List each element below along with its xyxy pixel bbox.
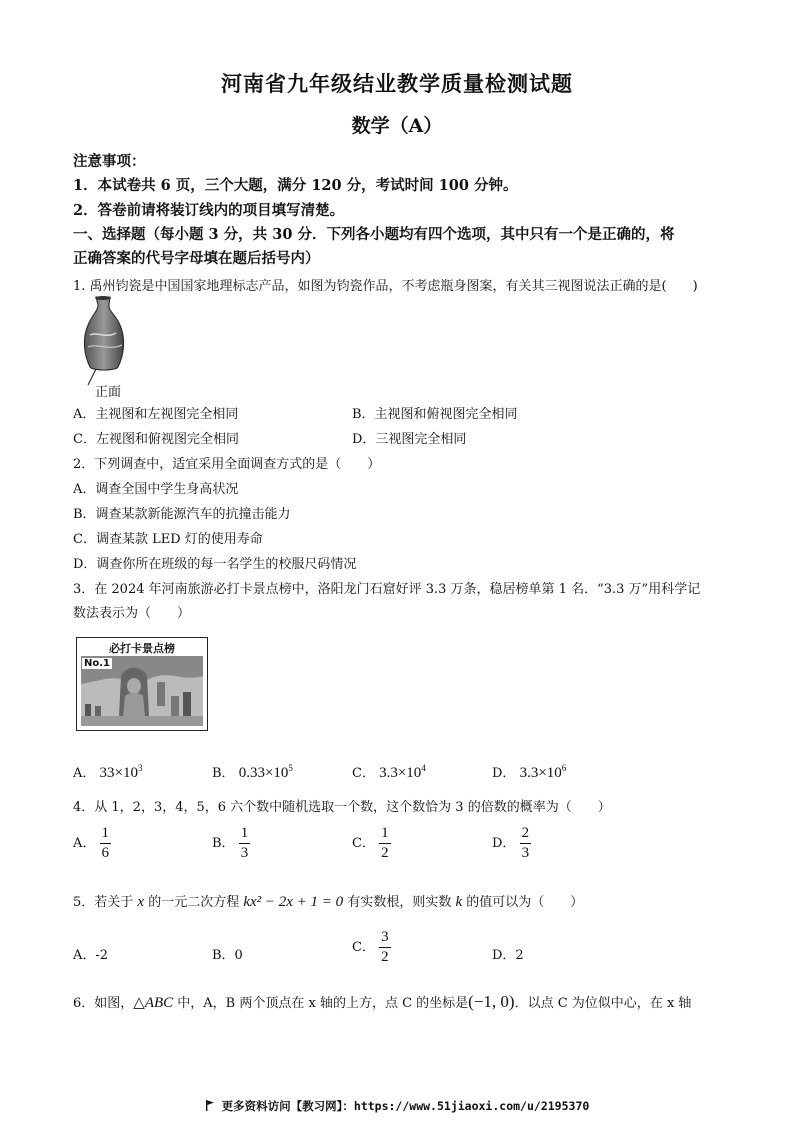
ranking-badge: No.1: [84, 658, 110, 669]
q5-stem-d: 的值可以为（ ）: [462, 895, 584, 910]
q4-option-c-den: 2: [381, 845, 389, 861]
vase-figure: [76, 295, 156, 395]
notice-item-1: 1．本试卷共 6 页，三个大题，满分 120 分，考试时间 100 分钟。: [73, 177, 518, 194]
q1-stem: 1. 禹州钧瓷是中国国家地理标志产品，如图为钧瓷作品，不考虑瓶身图案，有关其三视图说法正确的是( ): [73, 279, 698, 294]
q2-option-b[interactable]: B．调查某款新能源汽车的抗撞击能力: [73, 507, 291, 522]
q5-option-c-num: 3: [379, 930, 391, 948]
q4-option-a-num: 1: [100, 826, 112, 844]
q4-option-b[interactable]: [212, 826, 250, 861]
q5-var-k: k: [455, 894, 463, 910]
q4-option-b-num: 1: [239, 826, 251, 844]
q6-stem-b: 中，A，B 两个顶点在 x 轴的上方，点 C 的坐标是: [173, 996, 469, 1011]
q4-option-d-num: 2: [520, 826, 532, 844]
page-title: 河南省九年级结业教学质量检测试题: [221, 71, 573, 96]
q3-option-d-base: 3.3×10: [519, 765, 562, 781]
q3-option-c[interactable]: [352, 762, 426, 782]
q5-option-c-fraction: [379, 930, 391, 965]
q5-option-c-label: C．: [352, 940, 375, 955]
q1-option-b[interactable]: B．主视图和俯视图完全相同: [352, 407, 518, 422]
q3-option-a-value: [100, 765, 143, 781]
q5-option-c[interactable]: [352, 930, 391, 965]
q3-option-d-exp: 6: [561, 763, 567, 773]
q5-option-c-den: 2: [381, 949, 389, 965]
q4-option-b-label: B．: [212, 836, 235, 851]
q4-option-b-den: 3: [240, 845, 249, 861]
q6-stem-c: ．以点 C 为位似中心，在 x 轴: [514, 996, 692, 1011]
q3-option-a-label: A．: [73, 766, 96, 781]
q5-var-x: x: [137, 894, 145, 910]
section-heading-line2: 正确答案的代号字母填在题后括号内）: [73, 250, 320, 267]
q1-option-d[interactable]: D．三视图完全相同: [352, 432, 467, 447]
q4-option-d-den: 3: [521, 845, 530, 861]
q6-triangle: △ABC: [133, 995, 174, 1011]
q3-option-d-value: [520, 765, 567, 781]
q6-stem: [73, 992, 691, 1012]
q5-option-d[interactable]: D．2: [492, 948, 524, 963]
q3-option-a[interactable]: [73, 762, 143, 782]
q4-stem: 4．从 1，2，3，4，5，6 六个数中随机选取一个数，这个数恰为 3 的倍数的概率为（ ）: [73, 800, 611, 815]
q3-option-d-label: D．: [492, 766, 516, 781]
q3-stem-line2: 数法表示为（ ）: [73, 606, 191, 621]
q4-option-c-label: C．: [352, 836, 375, 851]
q6-coord: (−1, 0): [468, 992, 515, 1011]
q5-option-a[interactable]: A．-2: [73, 948, 109, 963]
q6-stem-a: 6．如图，: [73, 996, 134, 1011]
footer[interactable]: [0, 1098, 794, 1114]
q3-stem-line1: 3．在 2024 年河南旅游必打卡景点榜中，洛阳龙门石窟好评 3.3 万条，稳居榜单第 1 名．“3.3 万”用科学记: [73, 582, 701, 597]
q3-option-a-base: 33×10: [99, 765, 138, 781]
q3-option-b-exp: 5: [288, 763, 293, 773]
page-subtitle: 数学（A）: [351, 115, 443, 137]
q4-option-a-den: 6: [101, 845, 110, 861]
q4-option-d-label: D．: [492, 836, 516, 851]
q5-stem-a: 5．若关于: [73, 895, 138, 910]
flag-icon: [205, 1100, 215, 1114]
q3-option-c-base: 3.3×10: [379, 765, 422, 781]
q3-option-b-label: B．: [212, 766, 235, 781]
footer-link-text[interactable]: 更多资料访问【教习网】：https://www.51jiaoxi.com/u/2195370: [221, 1099, 590, 1113]
q1-option-c[interactable]: C．左视图和俯视图完全相同: [73, 432, 239, 447]
q4-option-c[interactable]: [352, 826, 391, 861]
section-heading-line1: 一、选择题（每小题 3 分，共 30 分．下列各小题均有四个选项，其中只有一个是正确的，将: [73, 226, 675, 243]
q4-option-a-label: A．: [73, 836, 96, 851]
q2-option-d[interactable]: D．调查你所在班级的每一名学生的校服尺码情况: [73, 557, 357, 572]
q5-stem: [73, 891, 583, 911]
q5-equation: kx² − 2x + 1 = 0: [243, 894, 344, 910]
q3-option-a-exp: 3: [138, 763, 143, 773]
q3-option-b-base: 0.33×10: [238, 765, 289, 781]
q4-option-c-fraction: [379, 826, 391, 861]
q2-option-a[interactable]: A．调查全国中学生身高状况: [73, 482, 239, 497]
q3-option-d[interactable]: [492, 762, 566, 782]
q4-option-a[interactable]: [73, 826, 111, 861]
q3-option-c-label: C．: [352, 766, 375, 781]
q4-option-b-fraction: [239, 826, 251, 861]
q5-option-b[interactable]: B．0: [212, 948, 243, 963]
vase-image: [76, 295, 156, 395]
q5-stem-c: 有实数根，则实数: [343, 895, 456, 910]
q2-stem: 2．下列调查中，适宜采用全面调查方式的是（ ）: [73, 457, 381, 472]
q3-option-c-value: [379, 765, 426, 781]
q1-option-a[interactable]: A．主视图和左视图完全相同: [73, 407, 239, 422]
q4-option-a-fraction: [100, 826, 112, 861]
q5-stem-b: 的一元二次方程: [144, 895, 244, 910]
q3-option-b[interactable]: [212, 762, 293, 782]
ranking-figure-title: 必打卡景点榜: [109, 642, 175, 655]
q1-figure-label: 正面: [95, 385, 122, 400]
q4-option-d-fraction: [520, 826, 532, 861]
q3-option-c-exp: 4: [421, 763, 426, 773]
q2-option-c[interactable]: C．调查某款 LED 灯的使用寿命: [73, 532, 263, 547]
notice-heading: 注意事项：: [73, 153, 146, 170]
ranking-figure: [76, 637, 208, 731]
q4-option-d[interactable]: [492, 826, 531, 861]
notice-item-2: 2．答卷前请将装订线内的项目填写清楚。: [73, 202, 345, 219]
q4-option-c-num: 1: [379, 826, 391, 844]
q3-option-b-value: [239, 765, 293, 781]
